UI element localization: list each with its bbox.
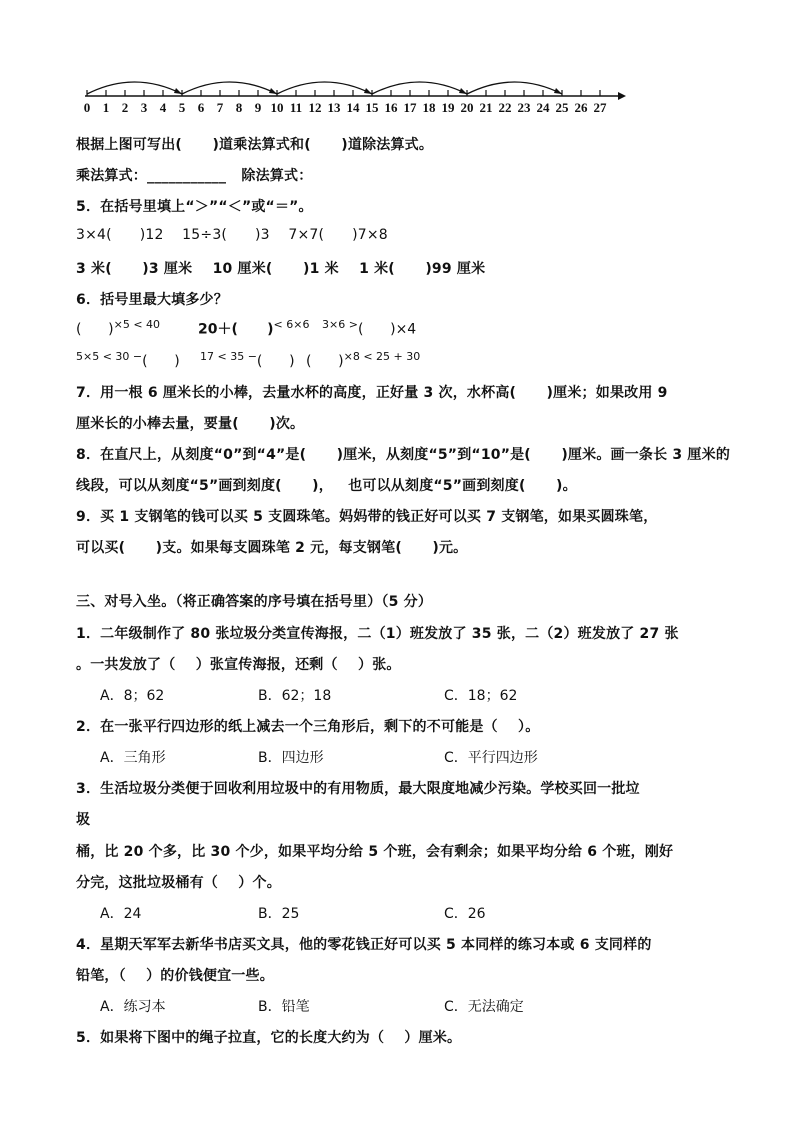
- q6-heading: 6．括号里最大填多少？: [76, 292, 228, 308]
- tick-label-22: 22: [498, 100, 512, 115]
- q6-item-2: 20＋( )$^{< 6\times 6}$: [198, 318, 310, 338]
- jump-arc-2: [182, 82, 277, 94]
- tick-label-20: 20: [460, 100, 474, 115]
- tick-label-21: 21: [479, 100, 493, 115]
- jump-arrowhead-4: [459, 88, 467, 94]
- tick-label-17: 17: [403, 100, 417, 115]
- number-line-labels: [84, 100, 607, 115]
- tick-label-2: 2: [121, 100, 129, 115]
- tick-label-10: 10: [270, 100, 284, 115]
- s1-line-1: 1．二年级制作了 80 张垃圾分类宣传海报，二（1）班发放了 35 张，二（2）班发放了 27 张: [76, 626, 679, 642]
- q5-heading: 5．在括号里填上“＞”“＜”或“＝”。: [76, 199, 313, 215]
- number-line-ticks: [87, 90, 600, 96]
- tick-label-24: 24: [536, 100, 550, 115]
- tick-label-1: 1: [102, 100, 110, 115]
- tick-label-4: 4: [159, 100, 167, 115]
- q5-row-2: 3 米( )3 厘米 10 厘米( )1 米 1 米( )99 厘米: [76, 261, 486, 277]
- tick-label-5: 5: [178, 100, 186, 115]
- tick-label-26: 26: [574, 100, 588, 115]
- s1-option-c: C．18；62: [444, 688, 518, 704]
- s2-option-b: B．四边形: [258, 750, 324, 766]
- jump-arrowhead-5: [554, 88, 562, 94]
- number-line: [0, 0, 795, 125]
- tick-label-9: 9: [254, 100, 262, 115]
- s3-line-3: 桶，比 20 个多，比 30 个少，如果平均分给 5 个班，会有剩余；如果平均分给 6 个班，刚好: [76, 844, 674, 860]
- s3-line-4: 分完，这批垃圾桶有（ ）个。: [76, 875, 281, 891]
- tick-label-15: 15: [365, 100, 379, 115]
- tick-label-23: 23: [517, 100, 531, 115]
- jump-arc-4: [372, 82, 467, 94]
- jump-arc-1: [87, 82, 182, 94]
- q6-item-5: $^{17 < 35 -}$( ): [200, 350, 295, 370]
- tick-label-3: 3: [140, 100, 148, 115]
- q6-item-3: $^{3\times 6 >}$( )×4: [322, 318, 417, 338]
- tick-label-18: 18: [422, 100, 436, 115]
- tick-label-14: 14: [346, 100, 360, 115]
- q6-item-1: ( )$^{\times 5 < 40}$: [76, 318, 161, 338]
- s2-option-a: A．三角形: [100, 750, 166, 766]
- count-question: 根据上图可写出( )道乘法算式和( )道除法算式。: [76, 137, 434, 153]
- tick-label-13: 13: [327, 100, 341, 115]
- s1-option-a: A．8；62: [100, 688, 165, 704]
- q5-row-1: 3×4( )12 15÷3( )3 7×7( )7×8: [76, 227, 388, 243]
- number-line-arrow: [618, 92, 626, 100]
- s3-option-c: C．26: [444, 906, 486, 922]
- jump-arrowhead-3: [364, 88, 372, 94]
- tick-label-0: 0: [83, 100, 91, 115]
- tick-label-8: 8: [235, 100, 243, 115]
- s3-option-a: A．24: [100, 906, 142, 922]
- tick-label-7: 7: [216, 100, 224, 115]
- s2-option-c: C．平行四边形: [444, 750, 538, 766]
- q9-line-1: 9．买 1 支钢笔的钱可以买 5 支圆珠笔。妈妈带的钱正好可以买 7 支钢笔，如果买圆珠笔，: [76, 509, 658, 525]
- s2-line: 2．在一张平行四边形的纸上减去一个三角形后，剩下的不可能是（ ）。: [76, 719, 540, 735]
- q6-item-6: ( )$^{\times 8 < 25 + 30}$: [306, 350, 421, 370]
- s3-line-2: 圾: [76, 812, 91, 828]
- q7-line-1: 7．用一根 6 厘米长的小棒，去量水杯的高度，正好量 3 次，水杯高( )厘米；如果改用 9: [76, 385, 668, 401]
- tick-label-12: 12: [308, 100, 322, 115]
- tick-label-11: 11: [289, 100, 303, 115]
- q9-line-2: 可以买( )支。如果每支圆珠笔 2 元，每支钢笔( )元。: [76, 540, 468, 556]
- q6-item-4: $^{5\times 5 < 30 -}$( ): [76, 350, 180, 370]
- jump-arc-3: [277, 82, 372, 94]
- s4-line-1: 4．星期天军军去新华书店买文具，他的零花钱正好可以买 5 本同样的练习本或 6 支同样的: [76, 937, 652, 953]
- tick-label-19: 19: [441, 100, 455, 115]
- tick-label-16: 16: [384, 100, 398, 115]
- s1-line-2: 。一共发放了（ ）张宣传海报，还剩（ ）张。: [76, 657, 401, 673]
- section-3-title: 三、对号入坐。（将正确答案的序号填在括号里）（5 分）: [76, 594, 433, 610]
- jump-arrowhead-1: [174, 88, 182, 94]
- s4-option-a: A．练习本: [100, 999, 166, 1015]
- s4-line-2: 铅笔，（ ）的价钱便宜一些。: [76, 968, 274, 984]
- tick-label-27: 27: [593, 100, 607, 115]
- q8-line-2: 线段，可以从刻度“5”画到刻度( )， 也可以从刻度“5”画到刻度( )。: [76, 478, 577, 494]
- q8-line-1: 8．在直尺上，从刻度“0”到“4”是( )厘米，从刻度“5”到“10”是( )厘米。画一条长 3 厘米的: [76, 447, 731, 463]
- tick-label-25: 25: [555, 100, 569, 115]
- s4-option-b: B．铅笔: [258, 999, 310, 1015]
- tick-label-6: 6: [197, 100, 205, 115]
- s3-option-b: B．25: [258, 906, 300, 922]
- s3-line-1: 3．生活垃圾分类便于回收利用垃圾中的有用物质，最大限度地减少污染。学校买回一批垃: [76, 781, 640, 797]
- s1-option-b: B．62；18: [258, 688, 332, 704]
- s4-option-c: C．无法确定: [444, 999, 524, 1015]
- jump-arc-5: [467, 82, 562, 94]
- number-line-jumps: [87, 82, 562, 94]
- jump-arrowhead-2: [269, 88, 277, 94]
- q7-line-2: 厘米长的小棒去量，要量( )次。: [76, 416, 305, 432]
- formula-line: 乘法算式：___________ 除法算式：: [76, 168, 313, 184]
- s5-line: 5．如果将下图中的绳子拉直，它的长度大约为（ ）厘米。: [76, 1030, 462, 1046]
